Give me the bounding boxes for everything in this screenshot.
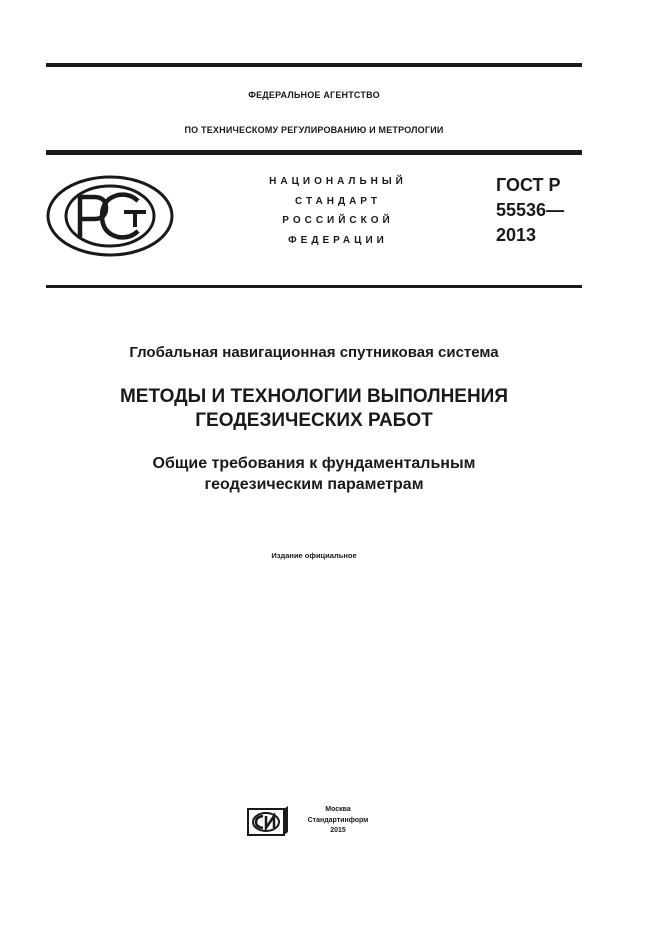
- system-name: Глобальная навигационная спутниковая система: [129, 344, 499, 361]
- document-title-line: ГЕОДЕЗИЧЕСКИХ РАБОТ: [195, 410, 433, 431]
- standard-title-line: РОССИЙСКОЙ: [282, 215, 394, 226]
- agency-line-1: ФЕДЕРАЛЬНОЕ АГЕНТСТВО: [248, 90, 380, 100]
- top-divider: [46, 63, 582, 67]
- edition-label: Издание официальное: [271, 551, 357, 560]
- document-subtitle: [46, 453, 582, 495]
- gost-number: 55536: [496, 200, 547, 220]
- document-subtitle-line: геодезическим параметрам: [204, 476, 424, 493]
- gost-designation: [496, 173, 564, 248]
- standard-title: [222, 172, 454, 250]
- standard-title-line: ФЕДЕРАЦИИ: [288, 234, 388, 246]
- rst-logo-icon: [46, 175, 174, 257]
- middle-divider: [46, 150, 582, 155]
- document-subtitle-line: Общие требования к фундаментальным: [152, 455, 476, 472]
- gost-year: 2013: [496, 225, 537, 245]
- gost-prefix: ГОСТ Р: [496, 175, 561, 195]
- publisher-info: [296, 805, 380, 837]
- standartinform-logo-icon: [247, 806, 288, 836]
- bottom-divider: [46, 285, 582, 288]
- gost-dash: —: [546, 200, 565, 220]
- document-title: [46, 385, 582, 433]
- agency-line-2: ПО ТЕХНИЧЕСКОМУ РЕГУЛИРОВАНИЮ И МЕТРОЛОГИИ: [184, 125, 444, 135]
- publisher-name: Стандартинформ: [307, 816, 369, 824]
- publisher-city: Москва: [325, 806, 351, 813]
- publisher-year: 2015: [330, 827, 346, 834]
- standard-title-line: СТАНДАРТ: [295, 195, 381, 207]
- gost-number-line: [496, 198, 564, 223]
- standard-title-line: НАЦИОНАЛЬНЫЙ: [269, 176, 407, 187]
- document-title-line: МЕТОДЫ И ТЕХНОЛОГИИ ВЫПОЛНЕНИЯ: [119, 386, 508, 407]
